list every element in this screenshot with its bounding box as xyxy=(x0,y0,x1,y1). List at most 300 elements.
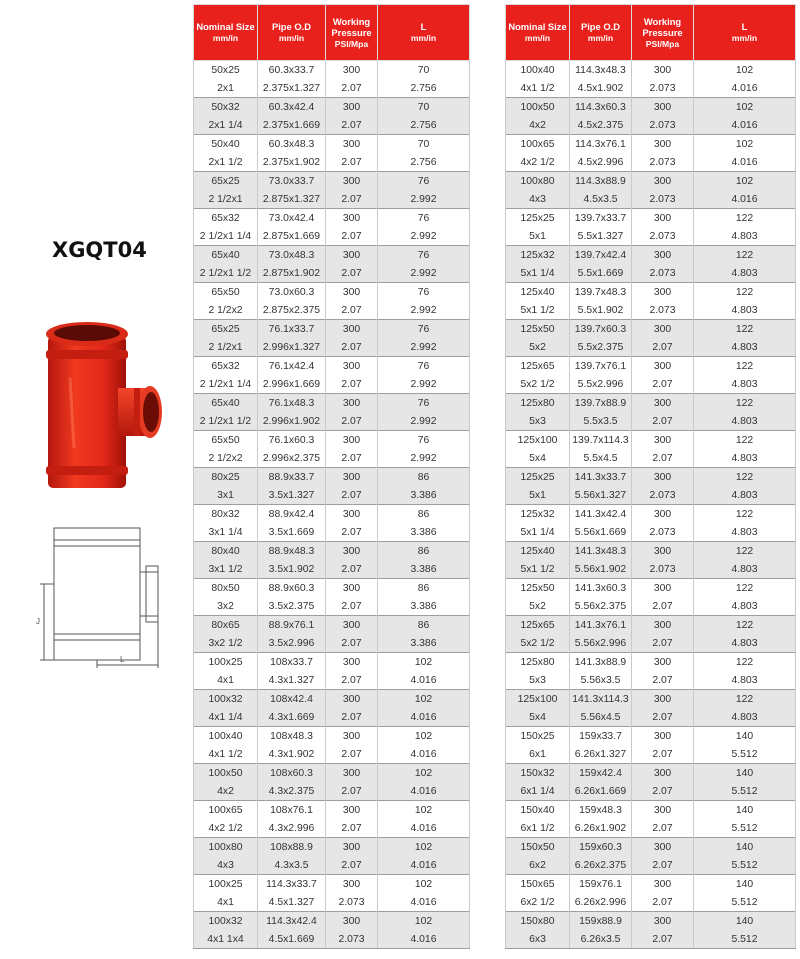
table-row xyxy=(506,172,796,191)
table-row xyxy=(506,542,796,561)
nominal-size-cell: 125x65 xyxy=(506,616,570,635)
table-row xyxy=(506,819,796,838)
nominal-size-cell: 50x25 xyxy=(194,61,258,80)
pressure-cell: 2.07 xyxy=(326,819,378,838)
pressure-cell: 300 xyxy=(632,135,694,154)
pressure-cell: 2.07 xyxy=(326,79,378,98)
length-cell: 4.803 xyxy=(694,597,796,616)
pressure-cell: 300 xyxy=(326,431,378,450)
table-row xyxy=(194,172,470,191)
pipe-od-cell: 108x60.3 xyxy=(258,764,326,783)
pressure-cell: 300 xyxy=(632,246,694,265)
nominal-size-cell: 100x25 xyxy=(194,875,258,894)
pipe-od-cell: 3.5x2.996 xyxy=(258,634,326,653)
nominal-size-cell: 150x50 xyxy=(506,838,570,857)
pipe-od-cell: 2.875x1.327 xyxy=(258,190,326,209)
nominal-size-header xyxy=(194,5,258,61)
table-row xyxy=(194,505,470,524)
pipe-od-cell: 114.3x33.7 xyxy=(258,875,326,894)
table-row xyxy=(506,264,796,283)
pressure-cell: 300 xyxy=(632,505,694,524)
nominal-size-cell: 4x1 xyxy=(194,671,258,690)
pipe-od-cell: 139.7x42.4 xyxy=(570,246,632,265)
pressure-cell: 300 xyxy=(632,875,694,894)
pipe-od-cell: 4.5x2.996 xyxy=(570,153,632,172)
pressure-cell: 2.07 xyxy=(632,745,694,764)
length-cell: 3.386 xyxy=(378,560,470,579)
pipe-od-cell: 5.5x2.375 xyxy=(570,338,632,357)
length-cell: 122 xyxy=(694,616,796,635)
nominal-size-cell: 125x80 xyxy=(506,394,570,413)
length-cell: 102 xyxy=(378,801,470,820)
length-cell: 2.992 xyxy=(378,301,470,320)
nominal-size-cell: 100x40 xyxy=(194,727,258,746)
pipe-od-cell: 159x60.3 xyxy=(570,838,632,857)
length-cell: 102 xyxy=(694,135,796,154)
table-row xyxy=(506,246,796,265)
pressure-cell: 2.07 xyxy=(632,449,694,468)
pipe-od-cell: 4.3x2.375 xyxy=(258,782,326,801)
pipe-od-cell: 76.1x33.7 xyxy=(258,320,326,339)
nominal-size-cell: 2 1/2x1 1/2 xyxy=(194,412,258,431)
length-cell: 70 xyxy=(378,135,470,154)
length-cell: 3.386 xyxy=(378,597,470,616)
length-cell: 102 xyxy=(378,912,470,931)
length-cell: 2.756 xyxy=(378,153,470,172)
pipe-od-cell: 3.5x2.375 xyxy=(258,597,326,616)
nominal-size-cell: 4x2 1/2 xyxy=(506,153,570,172)
nominal-size-cell: 125x65 xyxy=(506,357,570,376)
length-cell: 76 xyxy=(378,209,470,228)
nominal-size-cell: 100x50 xyxy=(194,764,258,783)
nominal-size-cell: 4x3 xyxy=(194,856,258,875)
header-unit: PSI/Mpa xyxy=(334,38,369,49)
table-row xyxy=(194,745,470,764)
pressure-cell: 2.07 xyxy=(326,782,378,801)
nominal-size-cell: 80x65 xyxy=(194,616,258,635)
pressure-cell: 300 xyxy=(326,727,378,746)
table-row xyxy=(194,320,470,339)
pipe-od-cell: 4.3x1.669 xyxy=(258,708,326,727)
pipe-od-cell: 108x42.4 xyxy=(258,690,326,709)
table-row xyxy=(506,838,796,857)
nominal-size-cell: 3x2 xyxy=(194,597,258,616)
pipe-od-cell: 114.3x48.3 xyxy=(570,61,632,80)
length-cell: 5.512 xyxy=(694,782,796,801)
length-cell: 5.512 xyxy=(694,856,796,875)
pressure-cell: 300 xyxy=(632,727,694,746)
length-cell: 4.803 xyxy=(694,264,796,283)
pipe-od-cell: 4.3x1.327 xyxy=(258,671,326,690)
table-row xyxy=(506,579,796,598)
length-cell: 4.803 xyxy=(694,338,796,357)
table-row xyxy=(506,486,796,505)
length-cell: 102 xyxy=(378,764,470,783)
pressure-cell: 300 xyxy=(632,801,694,820)
table-row xyxy=(506,560,796,579)
table-row xyxy=(194,597,470,616)
pipe-od-cell: 2.375x1.327 xyxy=(258,79,326,98)
table-row xyxy=(194,819,470,838)
header-label: L xyxy=(420,21,427,32)
nominal-size-cell: 6x1 1/4 xyxy=(506,782,570,801)
table-row xyxy=(194,98,470,117)
pipe-od-cell: 5.5x4.5 xyxy=(570,449,632,468)
nominal-size-cell: 100x80 xyxy=(506,172,570,191)
pipe-od-cell: 4.5x3.5 xyxy=(570,190,632,209)
pipe-od-cell: 6.26x1.327 xyxy=(570,745,632,764)
pipe-od-cell: 114.3x42.4 xyxy=(258,912,326,931)
table-row xyxy=(194,116,470,135)
pressure-cell: 300 xyxy=(326,357,378,376)
model-code: XGQT04 xyxy=(52,238,147,262)
nominal-size-cell: 125x25 xyxy=(506,209,570,228)
table-row xyxy=(194,875,470,894)
pipe-od-cell: 2.875x1.669 xyxy=(258,227,326,246)
table-row xyxy=(506,338,796,357)
length-cell: 122 xyxy=(694,431,796,450)
table-row xyxy=(194,338,470,357)
nominal-size-cell: 5x4 xyxy=(506,708,570,727)
pressure-cell: 300 xyxy=(632,764,694,783)
pipe-od-cell: 2.996x1.669 xyxy=(258,375,326,394)
table-row xyxy=(194,523,470,542)
pressure-cell: 300 xyxy=(632,838,694,857)
nominal-size-cell: 2x1 1/4 xyxy=(194,116,258,135)
nominal-size-cell: 4x1 1x4 xyxy=(194,930,258,949)
table-row xyxy=(194,671,470,690)
pipe-od-cell: 114.3x60.3 xyxy=(570,98,632,117)
length-cell: 76 xyxy=(378,431,470,450)
length-cell: 102 xyxy=(378,838,470,857)
nominal-size-cell: 125x25 xyxy=(506,468,570,487)
pressure-cell: 300 xyxy=(326,172,378,191)
pipe-od-cell: 108x76.1 xyxy=(258,801,326,820)
table-row xyxy=(194,912,470,931)
pipe-od-header xyxy=(258,5,326,61)
length-cell: 122 xyxy=(694,246,796,265)
nominal-size-cell: 5x1 xyxy=(506,227,570,246)
pressure-cell: 2.07 xyxy=(632,708,694,727)
table-row xyxy=(194,227,470,246)
length-cell: 5.512 xyxy=(694,893,796,912)
pressure-cell: 300 xyxy=(326,764,378,783)
pressure-cell: 300 xyxy=(326,209,378,228)
length-cell: 4.803 xyxy=(694,301,796,320)
pipe-od-cell: 2.996x2.375 xyxy=(258,449,326,468)
header-label: Pipe O.D xyxy=(580,21,621,32)
pipe-od-cell: 88.9x48.3 xyxy=(258,542,326,561)
table-row xyxy=(194,264,470,283)
pipe-od-cell: 141.3x42.4 xyxy=(570,505,632,524)
nominal-size-cell: 5x1 1/4 xyxy=(506,264,570,283)
nominal-size-cell: 65x25 xyxy=(194,172,258,191)
table-row xyxy=(506,98,796,117)
length-cell: 2.992 xyxy=(378,412,470,431)
table-row xyxy=(194,135,470,154)
nominal-size-cell: 6x3 xyxy=(506,930,570,949)
pressure-cell: 300 xyxy=(326,579,378,598)
header-label: L xyxy=(741,21,748,32)
red-tee-product-photo-icon xyxy=(40,318,168,500)
length-cell: 122 xyxy=(694,505,796,524)
table-row xyxy=(194,246,470,265)
length-cell: 86 xyxy=(378,542,470,561)
pipe-od-cell: 5.5x3.5 xyxy=(570,412,632,431)
pressure-cell: 300 xyxy=(326,394,378,413)
pressure-cell: 300 xyxy=(326,838,378,857)
table-row xyxy=(194,190,470,209)
length-cell: 86 xyxy=(378,579,470,598)
header-label: Nominal Size xyxy=(508,21,567,32)
pipe-od-cell: 76.1x48.3 xyxy=(258,394,326,413)
nominal-size-cell: 65x40 xyxy=(194,246,258,265)
table-row xyxy=(506,893,796,912)
pipe-od-cell: 4.5x2.375 xyxy=(570,116,632,135)
length-cell: 4.016 xyxy=(694,190,796,209)
pressure-cell: 2.07 xyxy=(326,338,378,357)
pipe-od-cell: 108x88.9 xyxy=(258,838,326,857)
length-cell: 76 xyxy=(378,357,470,376)
pipe-od-cell: 114.3x76.1 xyxy=(570,135,632,154)
nominal-size-cell: 150x40 xyxy=(506,801,570,820)
pressure-cell: 300 xyxy=(326,320,378,339)
length-cell: 2.992 xyxy=(378,264,470,283)
table-row xyxy=(506,301,796,320)
length-cell: 122 xyxy=(694,394,796,413)
nominal-size-cell: 125x100 xyxy=(506,431,570,450)
header-label: Pipe O.D xyxy=(271,21,312,32)
pipe-od-cell: 6.26x1.902 xyxy=(570,819,632,838)
header-label: Working Pressure xyxy=(331,15,372,38)
pipe-od-cell: 5.5x2.996 xyxy=(570,375,632,394)
length-cell: 4.016 xyxy=(378,782,470,801)
length-cell: 4.803 xyxy=(694,486,796,505)
pipe-od-cell: 5.56x2.375 xyxy=(570,597,632,616)
table-row xyxy=(194,301,470,320)
pipe-od-cell: 4.5x1.669 xyxy=(258,930,326,949)
length-cell: 2.992 xyxy=(378,338,470,357)
table-row xyxy=(194,542,470,561)
table-row xyxy=(194,449,470,468)
pipe-od-cell: 60.3x48.3 xyxy=(258,135,326,154)
length-cell: 86 xyxy=(378,468,470,487)
table-row xyxy=(506,431,796,450)
table-row xyxy=(506,930,796,949)
pipe-od-cell: 141.3x76.1 xyxy=(570,616,632,635)
nominal-size-cell: 5x3 xyxy=(506,412,570,431)
nominal-size-cell: 150x65 xyxy=(506,875,570,894)
length-cell: 4.016 xyxy=(378,745,470,764)
table-row xyxy=(506,764,796,783)
table-row xyxy=(194,690,470,709)
nominal-size-cell: 5x2 1/2 xyxy=(506,375,570,394)
nominal-size-cell: 65x50 xyxy=(194,283,258,302)
header-row xyxy=(194,5,470,61)
pressure-cell: 300 xyxy=(632,616,694,635)
pipe-od-cell: 139.7x76.1 xyxy=(570,357,632,376)
pipe-od-cell: 159x76.1 xyxy=(570,875,632,894)
nominal-size-cell: 100x32 xyxy=(194,912,258,931)
length-cell: 140 xyxy=(694,727,796,746)
nominal-size-cell: 100x40 xyxy=(506,61,570,80)
pipe-od-cell: 73.0x42.4 xyxy=(258,209,326,228)
table-row xyxy=(194,153,470,172)
length-cell: 102 xyxy=(694,61,796,80)
length-cell: 4.016 xyxy=(694,153,796,172)
pipe-od-cell: 4.3x2.996 xyxy=(258,819,326,838)
table-row xyxy=(506,801,796,820)
table-row xyxy=(506,209,796,228)
pipe-od-cell: 139.7x33.7 xyxy=(570,209,632,228)
length-cell: 2.992 xyxy=(378,375,470,394)
pressure-cell: 2.07 xyxy=(632,412,694,431)
pipe-od-cell: 73.0x60.3 xyxy=(258,283,326,302)
pressure-cell: 300 xyxy=(326,690,378,709)
nominal-size-cell: 4x1 1/2 xyxy=(506,79,570,98)
pressure-cell: 2.07 xyxy=(632,634,694,653)
table-row xyxy=(506,320,796,339)
nominal-size-cell: 65x50 xyxy=(194,431,258,450)
pipe-od-cell: 2.375x1.902 xyxy=(258,153,326,172)
pipe-od-cell: 3.5x1.902 xyxy=(258,560,326,579)
nominal-size-cell: 150x25 xyxy=(506,727,570,746)
length-cell: 122 xyxy=(694,209,796,228)
table-row xyxy=(506,505,796,524)
nominal-size-cell: 100x80 xyxy=(194,838,258,857)
nominal-size-cell: 125x100 xyxy=(506,690,570,709)
nominal-size-cell: 125x32 xyxy=(506,246,570,265)
length-cell: 2.992 xyxy=(378,227,470,246)
table-row xyxy=(506,671,796,690)
table-row xyxy=(194,486,470,505)
pressure-cell: 300 xyxy=(326,653,378,672)
nominal-size-cell: 100x25 xyxy=(194,653,258,672)
table-row xyxy=(506,394,796,413)
pressure-cell: 2.07 xyxy=(326,227,378,246)
length-cell: 4.803 xyxy=(694,523,796,542)
pressure-cell: 300 xyxy=(632,320,694,339)
length-cell: 4.016 xyxy=(378,819,470,838)
table-row xyxy=(194,653,470,672)
table-row xyxy=(194,79,470,98)
table-row xyxy=(194,61,470,80)
pipe-od-cell: 141.3x114.3 xyxy=(570,690,632,709)
header-unit: mm/in xyxy=(278,33,305,43)
pipe-od-cell: 6.26x3.5 xyxy=(570,930,632,949)
pipe-od-cell: 159x33.7 xyxy=(570,727,632,746)
pressure-cell: 300 xyxy=(632,357,694,376)
pressure-cell: 300 xyxy=(326,505,378,524)
pipe-od-cell: 88.9x42.4 xyxy=(258,505,326,524)
pressure-cell: 300 xyxy=(632,61,694,80)
table-row xyxy=(194,616,470,635)
length-cell: 4.016 xyxy=(378,671,470,690)
pipe-od-cell: 6.26x1.669 xyxy=(570,782,632,801)
spec-table-right xyxy=(505,4,796,949)
pipe-od-cell: 141.3x48.3 xyxy=(570,542,632,561)
pipe-od-cell: 60.3x33.7 xyxy=(258,61,326,80)
length-cell: 4.803 xyxy=(694,671,796,690)
pipe-od-cell: 139.7x114.3 xyxy=(570,431,632,450)
header-label: Nominal Size xyxy=(196,21,255,32)
pipe-od-cell: 114.3x88.9 xyxy=(570,172,632,191)
length-cell: 4.803 xyxy=(694,634,796,653)
length-cell: 76 xyxy=(378,246,470,265)
nominal-size-cell: 4x1 1/4 xyxy=(194,708,258,727)
pressure-cell: 2.07 xyxy=(326,264,378,283)
nominal-size-cell: 5x1 1/2 xyxy=(506,301,570,320)
working-pressure-header xyxy=(632,5,694,61)
pipe-od-cell: 6.26x2.375 xyxy=(570,856,632,875)
nominal-size-cell: 125x50 xyxy=(506,320,570,339)
length-cell: 122 xyxy=(694,283,796,302)
header-label: Working Pressure xyxy=(642,15,683,38)
pressure-cell: 300 xyxy=(632,209,694,228)
length-cell: 4.803 xyxy=(694,412,796,431)
pipe-od-cell: 3.5x1.327 xyxy=(258,486,326,505)
length-cell: 2.756 xyxy=(378,79,470,98)
pressure-cell: 2.07 xyxy=(632,338,694,357)
pressure-cell: 2.073 xyxy=(632,190,694,209)
table-row xyxy=(506,727,796,746)
length-cell: 140 xyxy=(694,838,796,857)
table-row xyxy=(506,283,796,302)
pipe-od-cell: 60.3x42.4 xyxy=(258,98,326,117)
pressure-cell: 300 xyxy=(632,579,694,598)
table-row xyxy=(506,449,796,468)
table-row xyxy=(194,431,470,450)
nominal-size-cell: 5x2 xyxy=(506,338,570,357)
pressure-cell: 2.07 xyxy=(326,708,378,727)
nominal-size-cell: 80x50 xyxy=(194,579,258,598)
header-unit: PSI/Mpa xyxy=(645,38,680,49)
table-row xyxy=(194,579,470,598)
nominal-size-cell: 4x2 1/2 xyxy=(194,819,258,838)
nominal-size-cell: 5x4 xyxy=(506,449,570,468)
table-row xyxy=(194,357,470,376)
table-row xyxy=(194,930,470,949)
nominal-size-cell: 3x1 1/2 xyxy=(194,560,258,579)
pressure-cell: 2.073 xyxy=(326,930,378,949)
table-row xyxy=(506,357,796,376)
pressure-cell: 2.07 xyxy=(632,856,694,875)
pressure-cell: 300 xyxy=(632,468,694,487)
pressure-cell: 2.07 xyxy=(326,523,378,542)
length-cell: 102 xyxy=(694,98,796,117)
length-cell: 4.016 xyxy=(378,893,470,912)
nominal-size-cell: 65x32 xyxy=(194,357,258,376)
length-cell: 86 xyxy=(378,505,470,524)
nominal-size-cell: 50x32 xyxy=(194,98,258,117)
table-row xyxy=(506,745,796,764)
nominal-size-cell: 5x3 xyxy=(506,671,570,690)
nominal-size-cell: 65x40 xyxy=(194,394,258,413)
nominal-size-cell: 3x1 1/4 xyxy=(194,523,258,542)
pressure-cell: 2.07 xyxy=(326,597,378,616)
length-cell: 3.386 xyxy=(378,486,470,505)
nominal-size-cell: 125x80 xyxy=(506,653,570,672)
length-cell: 122 xyxy=(694,579,796,598)
nominal-size-cell: 2x1 1/2 xyxy=(194,153,258,172)
pressure-cell: 300 xyxy=(632,431,694,450)
length-cell: 76 xyxy=(378,394,470,413)
table-row xyxy=(506,856,796,875)
table-row xyxy=(506,875,796,894)
pressure-cell: 2.07 xyxy=(326,375,378,394)
pressure-cell: 2.07 xyxy=(632,893,694,912)
nominal-size-cell: 2 1/2x1 1/2 xyxy=(194,264,258,283)
